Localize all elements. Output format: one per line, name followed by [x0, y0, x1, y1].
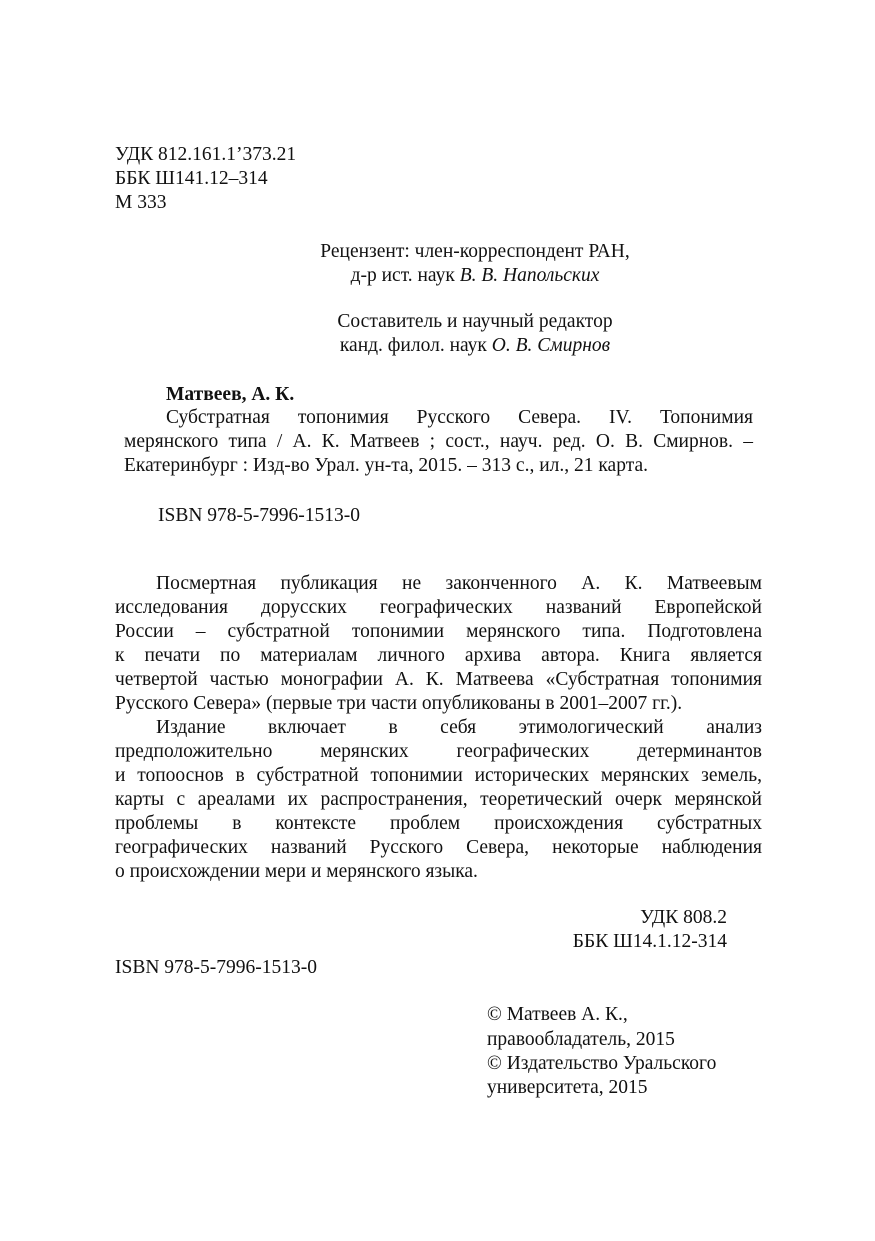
abstract-line: географических названий Русского Севера, некоторые наблюдения: [115, 837, 762, 858]
abstract-line: исследования дорусских географических названий Европейской: [115, 597, 762, 618]
abstract-line: России – субстратной топонимии мерянского типа. Подготовлена: [115, 621, 762, 642]
copyright-line: © Матвеев А. К.,: [487, 1004, 628, 1025]
bib-line: Субстратная топонимия Русского Севера. IV. Топонимия: [166, 407, 753, 428]
author-mark: М 333: [115, 192, 167, 213]
bib-author: Матвеев, А. К.: [166, 384, 295, 405]
reviewer-degree: д-р ист. наук: [350, 265, 460, 286]
bbk-bottom: ББК Ш14.1.12-314: [572, 931, 727, 952]
reviewer-line-1: Рецензент: член-корреспондент РАН,: [320, 241, 630, 262]
abstract-line: проблемы в контексте проблем происхождения субстратных: [115, 813, 762, 834]
bbk-code: ББК Ш141.12–314: [115, 168, 268, 189]
copyright-line: университета, 2015: [487, 1077, 648, 1098]
reviewer-name: В. В. Напольских: [459, 265, 600, 286]
abstract-line: Издание включает в себя этимологический анализ: [156, 717, 762, 738]
udk-bottom: УДК 808.2: [640, 907, 727, 928]
bib-isbn: ISBN 978-5-7996-1513-0: [158, 505, 361, 526]
bib-line: мерянского типа / А. К. Матвеев ; сост., науч. ред. О. В. Смирнов. –: [124, 431, 753, 452]
compiler-line-1: Составитель и научный редактор: [337, 311, 613, 332]
copyright-line: © Издательство Уральского: [487, 1053, 717, 1074]
compiler-degree: канд. филол. наук: [339, 335, 492, 356]
compiler-name: О. В. Смирнов: [491, 335, 611, 356]
abstract-line: четвертой частью монографии А. К. Матвеева «Субстратная топонимия: [115, 669, 762, 690]
udk-code: УДК 812.161.1’373.21: [115, 144, 297, 165]
abstract-line: и топооснов в субстратной топонимии исторических мерянских земель,: [115, 765, 762, 786]
abstract-line: предположительно мерянских географических детерминантов: [115, 741, 762, 762]
abstract-line: Русского Севера» (первые три части опубликованы в 2001–2007 гг.).: [115, 693, 683, 714]
compiler-line-2: [275, 334, 675, 358]
abstract-line: карты с ареалами их распространения, теоретический очерк мерянской: [115, 789, 762, 810]
reviewer-line-2: [275, 264, 675, 288]
bib-line: Екатеринбург : Изд-во Урал. ун-та, 2015. – 313 с., ил., 21 карта.: [124, 455, 648, 476]
abstract-line: к печати по материалам личного архива автора. Книга является: [115, 645, 762, 666]
isbn-bottom: ISBN 978-5-7996-1513-0: [115, 957, 318, 978]
abstract-line: о происхождении мери и мерянского языка.: [115, 861, 478, 882]
copyright-line: правообладатель, 2015: [487, 1029, 675, 1050]
abstract-line: Посмертная публикация не законченного А. К. Матвеевым: [156, 573, 762, 594]
